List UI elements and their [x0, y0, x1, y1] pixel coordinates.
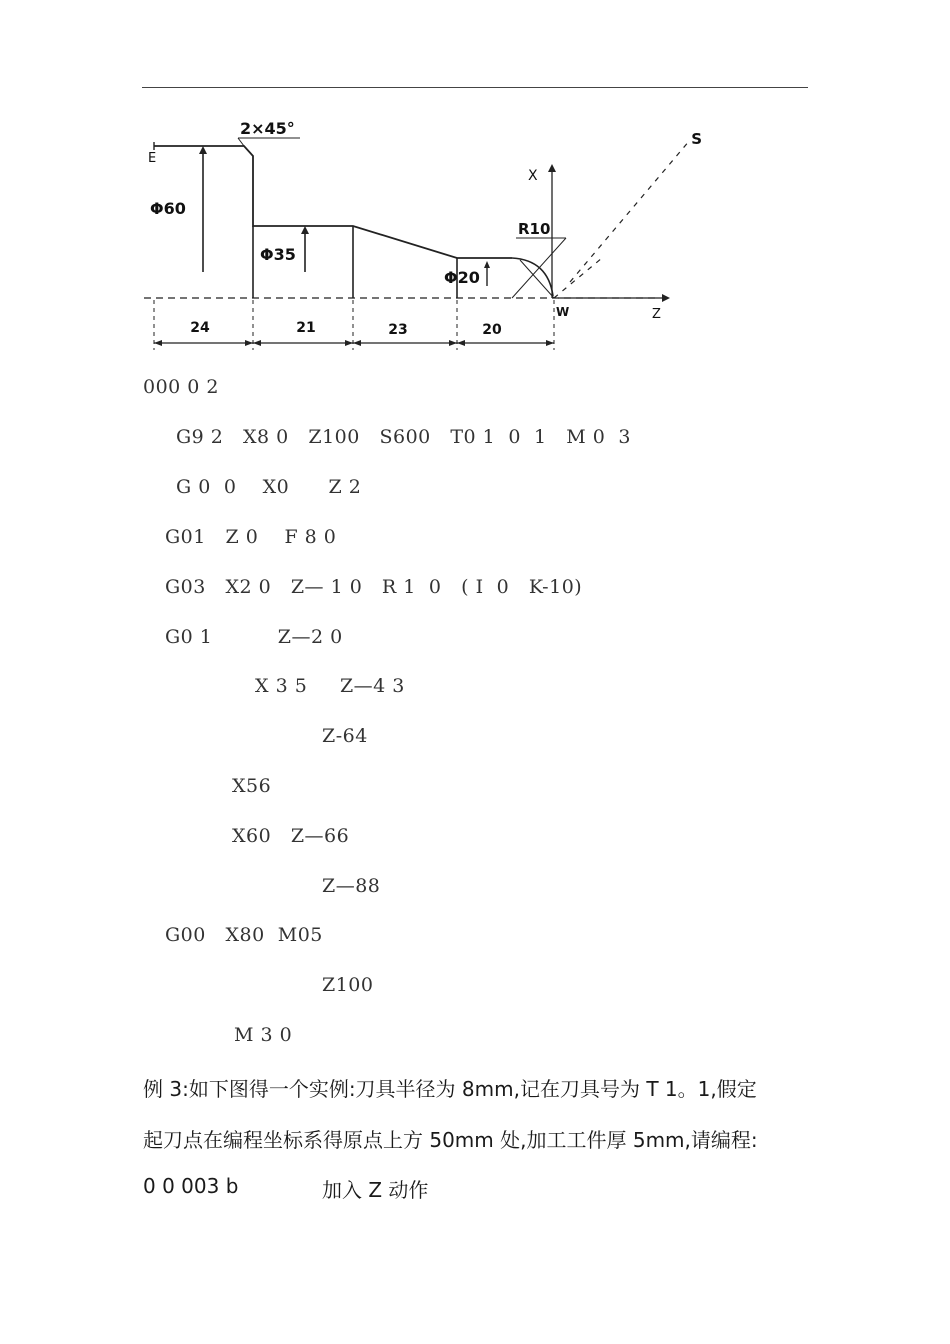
tool-path-dashed-1: [570, 140, 690, 282]
header-rule: [142, 87, 808, 88]
example-text-line-2: 起刀点在编程坐标系得原点上方 50mm 处,加工工件厚 5mm,请编程:: [143, 1128, 758, 1152]
label-x: X: [528, 168, 538, 184]
x-axis-arrowhead: [548, 164, 556, 172]
dia60-arrowhead: [199, 146, 207, 154]
code-line: M 3 0: [234, 1024, 293, 1046]
code-line: X56: [232, 775, 272, 797]
label-s: S: [691, 130, 702, 148]
dim-arrow-6: [449, 340, 457, 346]
code-line: Z—88: [322, 875, 381, 897]
code-line: G03 X2 0 Z— 1 0 R 1 0 ( I 0 K-10): [165, 576, 583, 598]
part-profile: [154, 146, 512, 258]
example-note: 加入 Z 动作: [322, 1178, 429, 1202]
dim-arrow-3: [253, 340, 261, 346]
code-line: X60 Z—66: [232, 825, 350, 847]
turning-part-diagram: [140, 110, 700, 360]
dim-23: 23: [388, 322, 408, 338]
dia35-arrowhead: [301, 226, 309, 234]
dia60-label: Φ60: [150, 199, 186, 218]
code-line: G01 Z 0 F 8 0: [165, 526, 337, 548]
example-program-number: 0 0 003 b: [143, 1174, 239, 1198]
dia20-label: Φ20: [444, 268, 480, 287]
label-e: E: [148, 151, 157, 166]
label-z: Z: [652, 307, 661, 322]
code-line: Z-64: [322, 725, 368, 747]
dim-24: 24: [190, 320, 210, 336]
code-line: Z100: [322, 974, 374, 996]
chamfer-label: 2×45°: [240, 119, 295, 138]
z-axis-arrowhead: [662, 294, 670, 302]
dia35-label: Φ35: [260, 245, 296, 264]
dim-20: 20: [482, 322, 502, 338]
dim-arrow-5: [353, 340, 361, 346]
dia20-arrowhead: [484, 261, 490, 268]
dim-21: 21: [296, 320, 316, 336]
program-number: 000 0 2: [143, 376, 220, 398]
example-text-line-1: 例 3:如下图得一个实例:刀具半径为 8mm,记在刀具号为 T 1。1,假定: [143, 1077, 757, 1101]
label-w: W: [556, 305, 570, 319]
dim-arrow-2: [245, 340, 253, 346]
code-line: G 0 0 X0 Z 2: [176, 476, 362, 498]
r10-cross-1: [512, 238, 566, 298]
code-line: X 3 5 Z—4 3: [255, 675, 405, 697]
tool-path-dashed-2: [554, 258, 602, 298]
code-line: G00 X80 M05: [165, 924, 323, 946]
code-line: G9 2 X8 0 Z100 S600 T0 1 0 1 M 0 3: [176, 426, 631, 448]
dim-arrow-1: [154, 340, 162, 346]
dim-arrow-8: [546, 340, 554, 346]
chamfer-leader-slant: [238, 138, 244, 146]
label-r10: R10: [518, 220, 551, 238]
dim-arrow-4: [345, 340, 353, 346]
code-line: G0 1 Z—2 0: [165, 626, 343, 648]
dim-arrow-7: [457, 340, 465, 346]
